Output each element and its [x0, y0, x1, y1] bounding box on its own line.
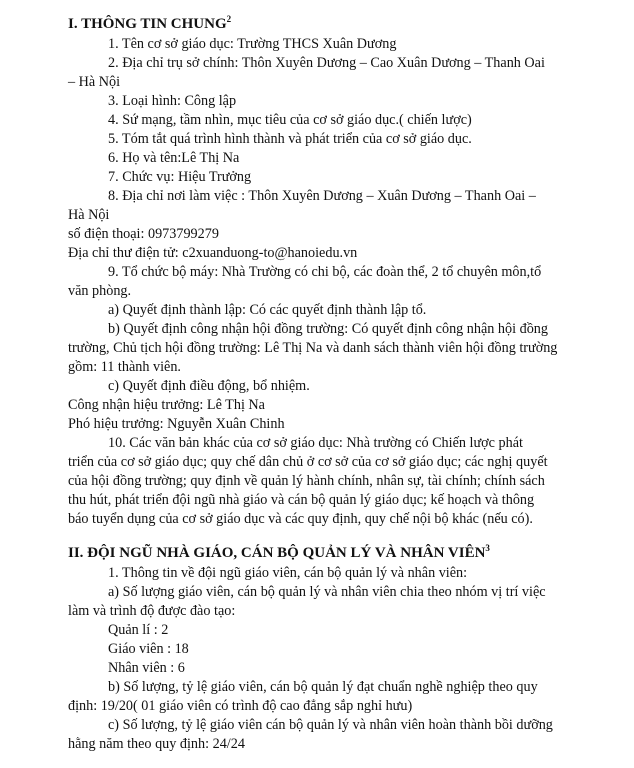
- info-line: báo tuyển dụng của cơ sở giáo dục và các quy định, quy chế nội bộ khác (nếu có).: [68, 511, 533, 527]
- info-line: 2. Địa chỉ trụ sở chính: Thôn Xuyên Dương – Cao Xuân Dương – Thanh Oai: [108, 55, 545, 71]
- staff-line: định: 19/20( 01 giáo viên có trình độ cao đẳng sắp nghỉ hưu): [68, 698, 413, 714]
- section-2-title: II. ĐỘI NGŨ NHÀ GIÁO, CÁN BỘ QUẢN LÝ VÀ NHÂN VIÊN: [68, 545, 486, 561]
- info-line: văn phòng.: [68, 283, 132, 299]
- info-line: b) Quyết định công nhận hội đồng trường: Có quyết định công nhận hội đồng: [108, 321, 548, 337]
- info-line: Địa chỉ thư điện tử: c2xuanduong-to@hanoiedu.vn: [68, 245, 358, 261]
- staff-line: làm và trình độ được đào tạo:: [68, 603, 236, 619]
- section-1-footnote-marker: 2: [226, 14, 232, 24]
- info-line: 5. Tóm tắt quá trình hình thành và phát triển của cơ sở giáo dục.: [108, 131, 472, 147]
- info-line: triển của cơ sở giáo dục; quy chế dân chủ ở cơ sở của cơ sở giáo dục; các nghị quyết: [68, 454, 548, 470]
- section-2-heading: [68, 545, 490, 562]
- info-line: c) Quyết định điều động, bổ nhiệm.: [108, 378, 310, 394]
- info-line: 10. Các văn bản khác của cơ sở giáo dục: Nhà trường có Chiến lược phát: [108, 435, 523, 451]
- info-line: – Hà Nội: [68, 74, 121, 90]
- info-line: gồm: 11 thành viên.: [68, 359, 181, 375]
- info-line: 9. Tổ chức bộ máy: Nhà Trường có chi bộ, các đoàn thể, 2 tổ chuyên môn,tổ: [108, 264, 542, 280]
- staff-line: 1. Thông tin về đội ngũ giáo viên, cán bộ quản lý và nhân viên:: [108, 565, 468, 581]
- staff-line: c) Số lượng, tỷ lệ giáo viên cán bộ quản lý và nhân viên hoàn thành bồi dưỡng: [108, 717, 553, 733]
- info-line: 7. Chức vụ: Hiệu Trưởng: [108, 169, 252, 185]
- info-line: số điện thoại: 0973799279: [68, 226, 219, 242]
- staff-line: b) Số lượng, tỷ lệ giáo viên, cán bộ quản lý đạt chuẩn nghề nghiệp theo quy: [108, 679, 538, 695]
- section-1-title: I. THÔNG TIN CHUNG: [68, 16, 227, 32]
- staff-line: hằng năm theo quy định: 24/24: [68, 736, 245, 752]
- info-line: Phó hiệu trưởng: Nguyễn Xuân Chinh: [68, 416, 285, 432]
- info-line: trường, Chủ tịch hội đồng trường: Lê Thị Na và danh sách thành viên hội đồng trường: [68, 340, 558, 356]
- staff-line: a) Số lượng giáo viên, cán bộ quản lý và nhân viên chia theo nhóm vị trí việc: [108, 584, 546, 600]
- info-line: Hà Nội: [68, 207, 110, 223]
- info-line: a) Quyết định thành lập: Có các quyết định thành lập tổ.: [108, 302, 427, 318]
- staff-count-line: Giáo viên : 18: [108, 641, 189, 657]
- info-line: thu hút, phát triển đội ngũ nhà giáo và cán bộ quản lý giáo dục; kế hoạch và thông: [68, 492, 535, 508]
- info-line: Công nhận hiệu trưởng: Lê Thị Na: [68, 397, 265, 413]
- section-1-heading: [68, 16, 231, 33]
- staff-count-line: Nhân viên : 6: [108, 660, 185, 676]
- info-line: của hội đồng trường; quy định về quản lý hành chính, nhân sự, tài chính; chính sách: [68, 473, 545, 489]
- staff-count-line: Quản lí : 2: [108, 622, 169, 638]
- section-2-footnote-marker: 3: [485, 543, 490, 553]
- info-line: 4. Sứ mạng, tầm nhìn, mục tiêu của cơ sở giáo dục.( chiến lược): [108, 112, 472, 128]
- info-line: 8. Địa chỉ nơi làm việc : Thôn Xuyên Dương – Xuân Dương – Thanh Oai –: [108, 188, 536, 204]
- info-line: 3. Loại hình: Công lập: [108, 93, 237, 109]
- info-line: 6. Họ và tên:Lê Thị Na: [108, 150, 240, 166]
- info-line: 1. Tên cơ sở giáo dục: Trường THCS Xuân Dương: [108, 36, 397, 52]
